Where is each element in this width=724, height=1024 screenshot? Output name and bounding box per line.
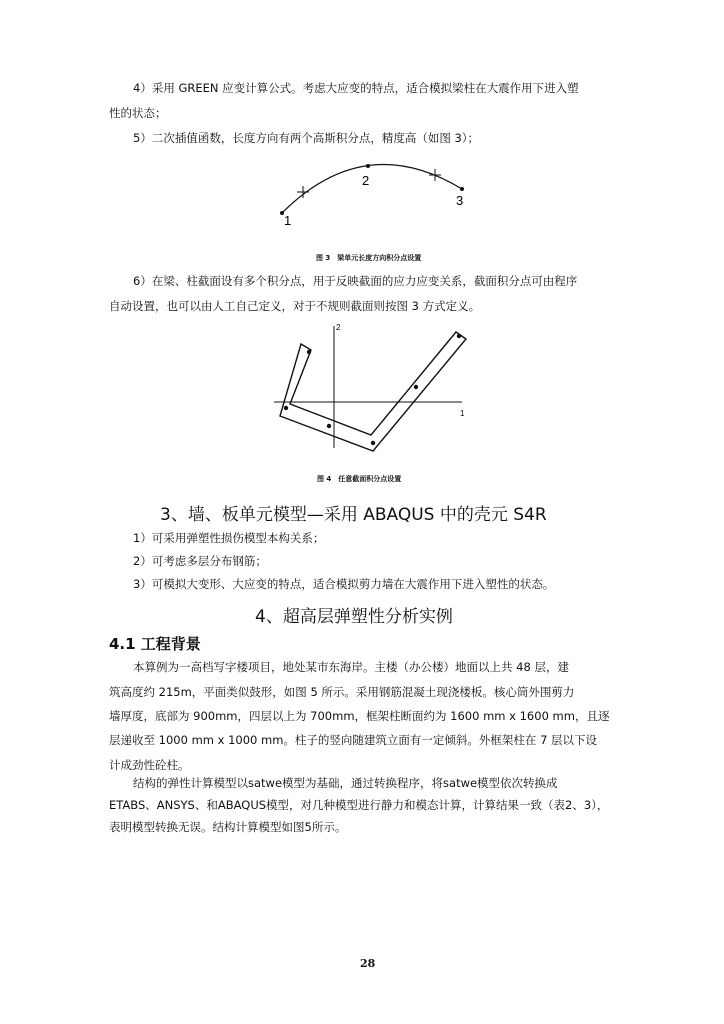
figure-4-section-integration-diagram <box>270 318 470 458</box>
item-5: 5）二次插值函数，长度方向有两个高斯积分点，精度高（如图 3）； <box>133 131 480 145</box>
axis-1-label: 1 <box>460 409 465 418</box>
para-2-line-3: 表明模型转换无误。结构计算模型如图5所示。 <box>109 820 347 834</box>
fig3-label-3: 3 <box>456 193 464 208</box>
item-4-line-2: 性的状态； <box>109 106 167 120</box>
section-3-item-2: 2）可考虑多层分布钢筋； <box>133 554 267 568</box>
para-2-line-2: ETABS、ANSYS、和ABAQUS模型，对几种模型进行静力和模态计算，计算结果一致（表2、3）， <box>109 798 609 812</box>
irregular-section-outline <box>280 332 466 451</box>
section-4-heading: 4、超高层弹塑性分析实例 <box>255 607 453 627</box>
para-2-line-1: 结构的弹性计算模型以satwe模型为基础，通过转换程序，将satwe模型依次转换成 <box>133 776 558 790</box>
figure-3-caption: 图 3 梁单元长度方向积分点设置 <box>316 254 422 262</box>
axis-2-label: 2 <box>336 323 341 332</box>
section-4-1-heading: 4.1 工程背景 <box>109 635 201 653</box>
section-3-item-1: 1）可采用弹塑性损伤模型本构关系； <box>133 531 325 545</box>
gauss-point-2 <box>429 169 441 181</box>
para-1-line-2: 筑高度约 215m，平面类似鼓形，如图 5 所示。采用钢筋混凝土现浇楼板。核心筒外围剪力 <box>109 685 575 699</box>
gauss-point-1 <box>297 186 309 198</box>
fig3-label-2: 2 <box>362 173 370 188</box>
item-4-line-1: 4）采用 GREEN 应变计算公式。考虑大应变的特点，适合模拟梁柱在大震作用下进入塑 <box>133 81 579 95</box>
para-1-line-1: 本算例为一高档写字楼项目，地处某市东海岸。主楼（办公楼）地面以上共 48 层，建 <box>133 660 569 674</box>
fig3-label-1: 1 <box>284 213 292 228</box>
node-3 <box>460 187 464 191</box>
para-1-line-3: 墙厚度，底部为 900mm，四层以上为 700mm，框架柱断面约为 1600 mm x 1600 mm，且逐 <box>109 709 610 723</box>
para-1-line-5: 计成劲性砼柱。 <box>109 758 190 772</box>
para-1-line-4: 层递收至 1000 mm x 1000 mm。柱子的竖向随建筑立面有一定倾斜。外框架柱在 7 层以下设 <box>109 733 598 747</box>
figure-3-beam-integration-diagram <box>270 155 480 235</box>
item-6-line-1: 6）在梁、柱截面设有多个积分点，用于反映截面的应力应变关系，截面积分点可由程序 <box>133 274 578 288</box>
node-2 <box>366 164 370 168</box>
item-6-line-2: 自动设置，也可以由人工自己定义，对于不规则截面则按图 3 方式定义。 <box>109 299 481 313</box>
section-3-item-3: 3）可模拟大变形、大应变的特点，适合模拟剪力墙在大震作用下进入塑性的状态。 <box>133 577 555 591</box>
figure-4-caption: 图 4 任意截面积分点设置 <box>317 475 402 483</box>
section-integration-points <box>284 334 461 445</box>
section-3-heading: 3、墙、板单元模型—采用 ABAQUS 中的壳元 S4R <box>160 505 547 525</box>
page-number: 28 <box>360 957 376 970</box>
